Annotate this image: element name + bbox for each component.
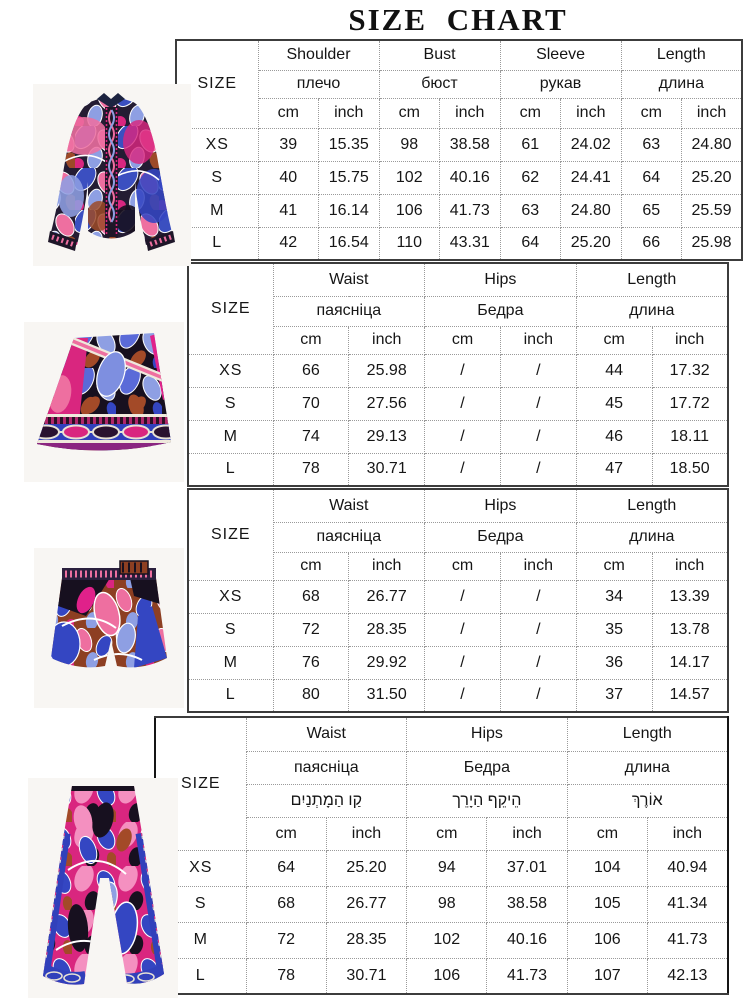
unit-cell: inch — [561, 98, 622, 128]
value-cell: 38.58 — [487, 886, 567, 922]
value-cell: 25.20 — [682, 161, 743, 194]
value-cell: 42 — [258, 227, 319, 260]
value-cell: 28.35 — [349, 613, 425, 646]
value-cell: 94 — [407, 850, 487, 886]
col-header-hips-local: Бедра — [425, 296, 577, 326]
value-cell: 106 — [379, 194, 440, 227]
value-cell: / — [425, 646, 501, 679]
value-cell: 72 — [246, 922, 326, 958]
col-header-length-local: длина — [567, 751, 728, 784]
col-header-hips-local: Бедра — [425, 522, 577, 552]
col-header-hips: Hips — [425, 263, 577, 296]
value-cell: 13.39 — [652, 580, 728, 613]
value-cell: / — [500, 646, 576, 679]
col-header-waist-local: паясніца — [273, 296, 425, 326]
col-header-waist-hebrew: קַו הַמָתְנַיִם — [246, 784, 407, 817]
value-cell: 40.94 — [648, 850, 728, 886]
value-cell: 17.72 — [652, 387, 728, 420]
value-cell: 72 — [273, 613, 349, 646]
value-cell: 39 — [258, 128, 319, 161]
value-cell: 41.73 — [648, 922, 728, 958]
value-cell: 42.13 — [648, 958, 728, 994]
unit-cell: inch — [319, 98, 380, 128]
col-header-waist-local: паясніца — [273, 522, 425, 552]
value-cell: 25.59 — [682, 194, 743, 227]
value-cell: 24.80 — [682, 128, 743, 161]
value-cell: / — [500, 420, 576, 453]
unit-cell: inch — [648, 817, 728, 850]
value-cell: 105 — [567, 886, 647, 922]
unit-cell: cm — [407, 817, 487, 850]
col-header-sleeve: Sleeve — [500, 40, 621, 70]
value-cell: 30.71 — [326, 958, 406, 994]
col-header-hips-hebrew: הֵיקֵף הַיָרֵך — [407, 784, 568, 817]
size-cell: M — [188, 646, 273, 679]
col-header-length-local: длина — [576, 296, 728, 326]
unit-cell: cm — [567, 817, 647, 850]
page-title: SIZE CHART — [348, 2, 568, 37]
value-cell: 98 — [379, 128, 440, 161]
unit-cell: inch — [682, 98, 743, 128]
value-cell: 41.73 — [487, 958, 567, 994]
value-cell: 16.14 — [319, 194, 380, 227]
col-header-length-local: длина — [621, 70, 742, 98]
value-cell: 64 — [500, 227, 561, 260]
col-header-hips-local: Бедра — [407, 751, 568, 784]
shirt-product-image — [33, 84, 191, 266]
value-cell: 106 — [567, 922, 647, 958]
size-header: SIZE — [176, 40, 258, 128]
unit-cell: inch — [349, 552, 425, 580]
value-cell: 36 — [576, 646, 652, 679]
value-cell: / — [500, 613, 576, 646]
unit-cell: inch — [652, 552, 728, 580]
unit-cell: cm — [425, 326, 501, 354]
unit-cell: cm — [621, 98, 682, 128]
value-cell: 102 — [379, 161, 440, 194]
skirt-product-image — [24, 322, 184, 482]
unit-cell: cm — [258, 98, 319, 128]
value-cell: 80 — [273, 679, 349, 712]
value-cell: 78 — [246, 958, 326, 994]
value-cell: / — [425, 453, 501, 486]
col-header-hips: Hips — [407, 717, 568, 751]
unit-cell: cm — [379, 98, 440, 128]
value-cell: 64 — [246, 850, 326, 886]
value-cell: 40.16 — [440, 161, 501, 194]
value-cell: 15.75 — [319, 161, 380, 194]
value-cell: / — [425, 387, 501, 420]
value-cell: 37 — [576, 679, 652, 712]
value-cell: 45 — [576, 387, 652, 420]
value-cell: 78 — [273, 453, 349, 486]
value-cell: 63 — [621, 128, 682, 161]
value-cell: / — [425, 354, 501, 387]
unit-cell: cm — [273, 552, 349, 580]
size-cell: XS — [155, 850, 246, 886]
value-cell: 24.02 — [561, 128, 622, 161]
value-cell: / — [425, 613, 501, 646]
value-cell: 104 — [567, 850, 647, 886]
value-cell: 26.77 — [326, 886, 406, 922]
value-cell: 14.57 — [652, 679, 728, 712]
value-cell: 25.20 — [326, 850, 406, 886]
size-cell: S — [188, 387, 273, 420]
size-cell: S — [155, 886, 246, 922]
col-header-waist: Waist — [246, 717, 407, 751]
shorts-product-image — [34, 548, 184, 708]
value-cell: / — [500, 580, 576, 613]
shorts-size-table — [187, 488, 729, 713]
unit-cell: cm — [500, 98, 561, 128]
value-cell: 24.41 — [561, 161, 622, 194]
value-cell: / — [425, 679, 501, 712]
value-cell: 65 — [621, 194, 682, 227]
unit-cell: inch — [440, 98, 501, 128]
shirt-product-image — [33, 84, 191, 266]
value-cell: / — [500, 453, 576, 486]
value-cell: 68 — [246, 886, 326, 922]
size-cell: XS — [188, 354, 273, 387]
unit-cell: inch — [500, 552, 576, 580]
pants-size-table — [154, 716, 729, 995]
unit-cell: cm — [576, 552, 652, 580]
value-cell: 70 — [273, 387, 349, 420]
col-header-bust: Bust — [379, 40, 500, 70]
col-header-waist: Waist — [273, 263, 425, 296]
size-cell: M — [176, 194, 258, 227]
col-header-sleeve-local: рукав — [500, 70, 621, 98]
col-header-shoulder: Shoulder — [258, 40, 379, 70]
value-cell: 30.71 — [349, 453, 425, 486]
col-header-length: Length — [567, 717, 728, 751]
value-cell: 26.77 — [349, 580, 425, 613]
value-cell: / — [425, 580, 501, 613]
size-cell: XS — [188, 580, 273, 613]
unit-cell: cm — [273, 326, 349, 354]
unit-cell: inch — [500, 326, 576, 354]
value-cell: 62 — [500, 161, 561, 194]
unit-cell: inch — [487, 817, 567, 850]
value-cell: 63 — [500, 194, 561, 227]
value-cell: 43.31 — [440, 227, 501, 260]
value-cell: / — [425, 420, 501, 453]
value-cell: 18.50 — [652, 453, 728, 486]
col-header-waist-local: паясніца — [246, 751, 407, 784]
size-header: SIZE — [155, 717, 246, 850]
value-cell: 41.73 — [440, 194, 501, 227]
value-cell: 61 — [500, 128, 561, 161]
value-cell: 66 — [621, 227, 682, 260]
unit-cell: cm — [425, 552, 501, 580]
value-cell: 98 — [407, 886, 487, 922]
size-cell: M — [155, 922, 246, 958]
value-cell: / — [500, 679, 576, 712]
size-cell: L — [188, 679, 273, 712]
value-cell: 15.35 — [319, 128, 380, 161]
pants-product-image — [28, 778, 178, 998]
value-cell: 16.54 — [319, 227, 380, 260]
col-header-length-local: длина — [576, 522, 728, 552]
value-cell: 28.35 — [326, 922, 406, 958]
col-header-length-hebrew: אוֹרֶךְ — [567, 784, 728, 817]
value-cell: 41.34 — [648, 886, 728, 922]
shorts-product-image — [34, 548, 184, 708]
size-cell: S — [176, 161, 258, 194]
unit-cell: inch — [349, 326, 425, 354]
size-cell: M — [188, 420, 273, 453]
col-header-shoulder-local: плечо — [258, 70, 379, 98]
shirt-size-table — [175, 39, 743, 261]
value-cell: 29.13 — [349, 420, 425, 453]
value-cell: 40.16 — [487, 922, 567, 958]
size-cell: L — [176, 227, 258, 260]
value-cell: 25.98 — [682, 227, 743, 260]
skirt-product-image — [24, 322, 184, 482]
col-header-bust-local: бюст — [379, 70, 500, 98]
value-cell: 107 — [567, 958, 647, 994]
value-cell: 74 — [273, 420, 349, 453]
value-cell: / — [500, 354, 576, 387]
value-cell: 102 — [407, 922, 487, 958]
unit-cell: cm — [246, 817, 326, 850]
value-cell: 46 — [576, 420, 652, 453]
value-cell: 47 — [576, 453, 652, 486]
value-cell: 14.17 — [652, 646, 728, 679]
size-header: SIZE — [188, 263, 273, 354]
col-header-length: Length — [621, 40, 742, 70]
col-header-hips: Hips — [425, 489, 577, 522]
value-cell: 41 — [258, 194, 319, 227]
value-cell: 34 — [576, 580, 652, 613]
value-cell: 24.80 — [561, 194, 622, 227]
value-cell: 27.56 — [349, 387, 425, 420]
value-cell: 17.32 — [652, 354, 728, 387]
value-cell: 31.50 — [349, 679, 425, 712]
value-cell: 18.11 — [652, 420, 728, 453]
value-cell: 35 — [576, 613, 652, 646]
pants-product-image — [28, 778, 178, 998]
value-cell: 25.98 — [349, 354, 425, 387]
value-cell: 68 — [273, 580, 349, 613]
unit-cell: cm — [576, 326, 652, 354]
value-cell: 25.20 — [561, 227, 622, 260]
size-cell: XS — [176, 128, 258, 161]
value-cell: 29.92 — [349, 646, 425, 679]
value-cell: 37.01 — [487, 850, 567, 886]
size-cell: L — [188, 453, 273, 486]
col-header-length: Length — [576, 263, 728, 296]
size-header: SIZE — [188, 489, 273, 580]
value-cell: 76 — [273, 646, 349, 679]
size-cell: L — [155, 958, 246, 994]
value-cell: 44 — [576, 354, 652, 387]
value-cell: 64 — [621, 161, 682, 194]
value-cell: 110 — [379, 227, 440, 260]
value-cell: 40 — [258, 161, 319, 194]
col-header-length: Length — [576, 489, 728, 522]
value-cell: / — [500, 387, 576, 420]
unit-cell: inch — [652, 326, 728, 354]
value-cell: 13.78 — [652, 613, 728, 646]
value-cell: 66 — [273, 354, 349, 387]
value-cell: 106 — [407, 958, 487, 994]
col-header-waist: Waist — [273, 489, 425, 522]
value-cell: 38.58 — [440, 128, 501, 161]
size-cell: S — [188, 613, 273, 646]
skirt-size-table — [187, 262, 729, 487]
unit-cell: inch — [326, 817, 406, 850]
